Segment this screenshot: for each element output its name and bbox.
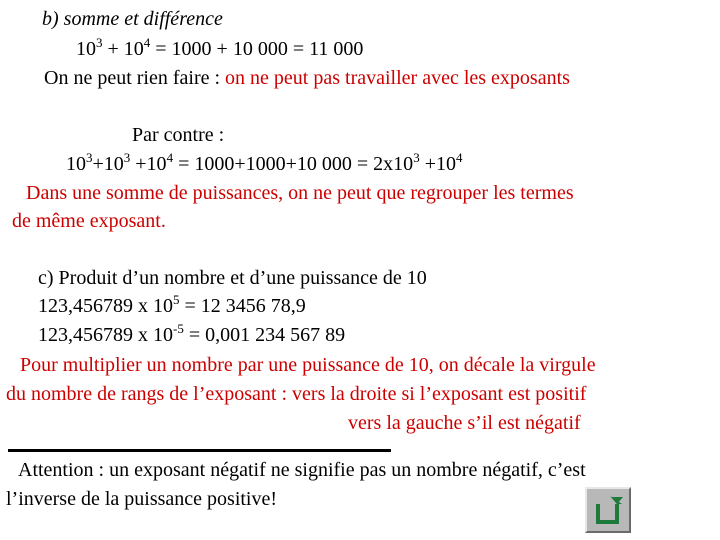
sum-rule-line-1: Dans une somme de puissances, on ne peut que regrouper les termes [26, 182, 574, 204]
sum-rule-line-2: de même exposant. [12, 210, 166, 232]
divider-rule [8, 449, 391, 452]
product-rule-line-3: vers la gauche s’il est négatif [348, 412, 581, 434]
sum-equation: $10^3 + 10^4 = 1000 + 10$ 000 = 11 000 [76, 35, 364, 60]
regroup-equation: $10^3+10^3 +10^4 = 1000+1000+10$ $000 = 2x10^3 +10^4$ [66, 150, 463, 175]
return-arrow-icon [587, 489, 629, 531]
sum-note: On ne peut rien faire : on ne peut pas travailler avec les exposants [44, 67, 570, 89]
attention-line-2: l’inverse de la puissance positive! [6, 488, 278, 510]
product-equation-negative: 123,456789 x $10^{-5} = 0,001$ 234 567 89 [38, 321, 346, 346]
attention-line-1: Attention : un exposant négatif ne signifie pas un nombre négatif, c’est [18, 459, 586, 481]
product-rule-line-1: Pour multiplier un nombre par une puissance de 10, on décale la virgule [20, 354, 596, 376]
par-contre-label: Par contre : [132, 124, 225, 146]
return-button[interactable] [585, 487, 631, 533]
product-equation-positive: 123,456789 x $10^5 = 12$ 3456 78,9 [38, 292, 306, 317]
heading-product: c) Produit d’un nombre et d’une puissance de 10 [38, 267, 427, 289]
heading-sum-difference: b) somme et différence [42, 8, 223, 30]
product-rule-line-2: du nombre de rangs de l’exposant : vers la droite si l’exposant est positif [6, 383, 587, 405]
